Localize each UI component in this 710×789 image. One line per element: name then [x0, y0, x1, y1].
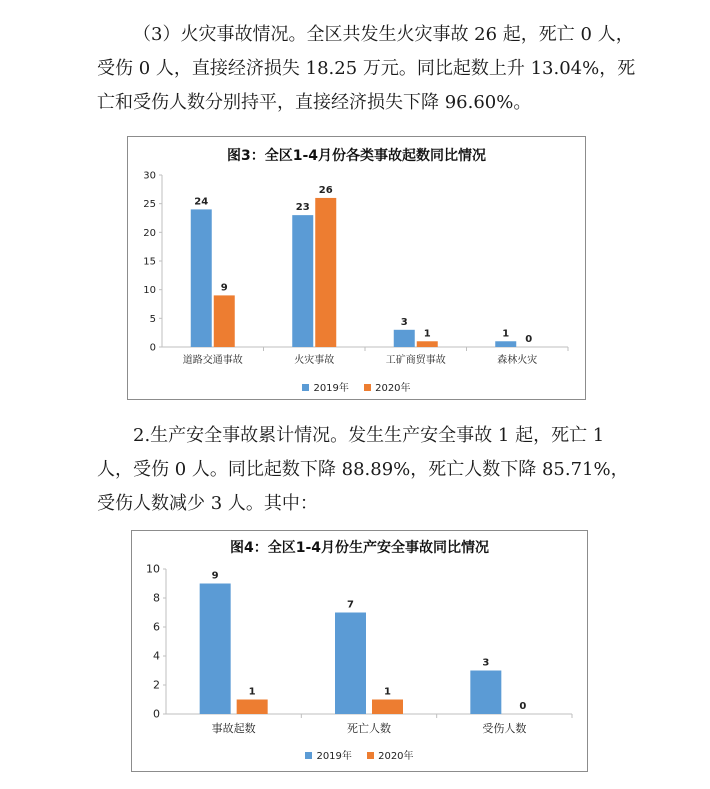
bar-2020 — [417, 341, 438, 347]
bar-2020 — [315, 198, 336, 347]
y-tick-label: 6 — [153, 620, 160, 634]
data-label: 3 — [400, 316, 408, 328]
legend-label-2019: 2019年 — [316, 751, 352, 762]
data-label: 9 — [211, 570, 219, 582]
bar-2019 — [394, 330, 415, 347]
x-category-label: 森林火灾 — [497, 355, 538, 366]
x-category-label: 火灾事故 — [294, 355, 335, 366]
bar-2019 — [470, 671, 501, 715]
x-category-label: 死亡人数 — [347, 722, 391, 735]
legend-swatch-2020 — [367, 752, 374, 759]
paragraph-production-safety: 2.生产安全事故累计情况。发生生产安全事故 1 起，死亡 1 人，受伤 0 人。同比起数下降 88.89%，死亡人数下降 85.71%，受伤人数减少 3 人。其中： — [97, 425, 629, 514]
data-label: 9 — [220, 282, 228, 294]
legend-swatch-2019 — [305, 752, 312, 759]
legend-label-2019: 2019年 — [313, 383, 349, 394]
paragraph-fire-accidents: （3）火灾事故情况。全区共发生火灾事故 26 起，死亡 0 人，受伤 0 人，直接经济损失 18.25 万元。同比起数上升 13.04%，死亡和受伤人数分别持平，直接经济损失下降 96.60%。 — [97, 24, 636, 113]
legend-item-2020 — [364, 379, 410, 394]
bar-2019 — [200, 584, 231, 715]
y-tick-label: 0 — [153, 707, 160, 721]
data-label: 7 — [347, 599, 354, 611]
y-tick-label: 15 — [143, 256, 156, 268]
y-tick-label: 5 — [149, 313, 156, 325]
y-tick-label: 2 — [153, 678, 160, 692]
bar-2019 — [495, 341, 516, 347]
data-label: 1 — [423, 328, 431, 340]
x-category-label: 受伤人数 — [482, 722, 527, 735]
bar-2020 — [372, 700, 403, 715]
data-label: 0 — [519, 701, 527, 712]
chart-fig4-plot — [132, 531, 587, 771]
y-tick-label: 0 — [149, 342, 156, 354]
legend-item-2019 — [302, 379, 348, 394]
chart-fig3 — [127, 136, 586, 400]
legend-swatch-2019 — [302, 384, 309, 391]
data-label: 26 — [318, 184, 333, 196]
chart-fig3-legend — [128, 379, 585, 394]
y-tick-label: 8 — [153, 591, 160, 605]
bar-2020 — [214, 295, 235, 347]
data-label: 3 — [482, 657, 490, 669]
legend-label-2020: 2020年 — [375, 383, 411, 394]
y-tick-label: 10 — [143, 285, 156, 297]
chart-fig4 — [131, 530, 588, 772]
legend-swatch-2020 — [364, 384, 371, 391]
y-tick-label: 4 — [153, 649, 160, 663]
y-tick-label: 25 — [143, 199, 156, 211]
chart-fig4-legend — [132, 747, 587, 762]
chart-fig4-title: 图4：全区1-4月份生产安全事故同比情况 — [229, 540, 490, 556]
y-tick-label: 20 — [143, 227, 156, 239]
chart-fig3-title: 图3：全区1-4月份各类事故起数同比情况 — [226, 148, 487, 164]
x-category-label: 道路交通事故 — [182, 355, 243, 366]
y-tick-label: 30 — [143, 170, 156, 182]
chart-fig3-plot — [128, 137, 585, 399]
x-category-label: 事故起数 — [211, 722, 256, 735]
data-label: 1 — [502, 328, 510, 340]
bar-2019 — [191, 209, 212, 347]
legend-item-2019 — [305, 747, 351, 762]
x-category-label: 工矿商贸事故 — [385, 355, 446, 366]
bar-2020 — [237, 700, 268, 715]
data-label: 0 — [525, 334, 533, 345]
data-label: 23 — [295, 202, 310, 214]
bar-2019 — [292, 215, 313, 347]
y-tick-label: 10 — [146, 562, 160, 576]
data-label: 1 — [384, 686, 391, 698]
legend-label-2020: 2020年 — [378, 751, 414, 762]
data-label: 24 — [194, 196, 209, 208]
data-label: 1 — [248, 686, 256, 698]
legend-item-2020 — [367, 747, 413, 762]
bar-2019 — [335, 613, 366, 715]
